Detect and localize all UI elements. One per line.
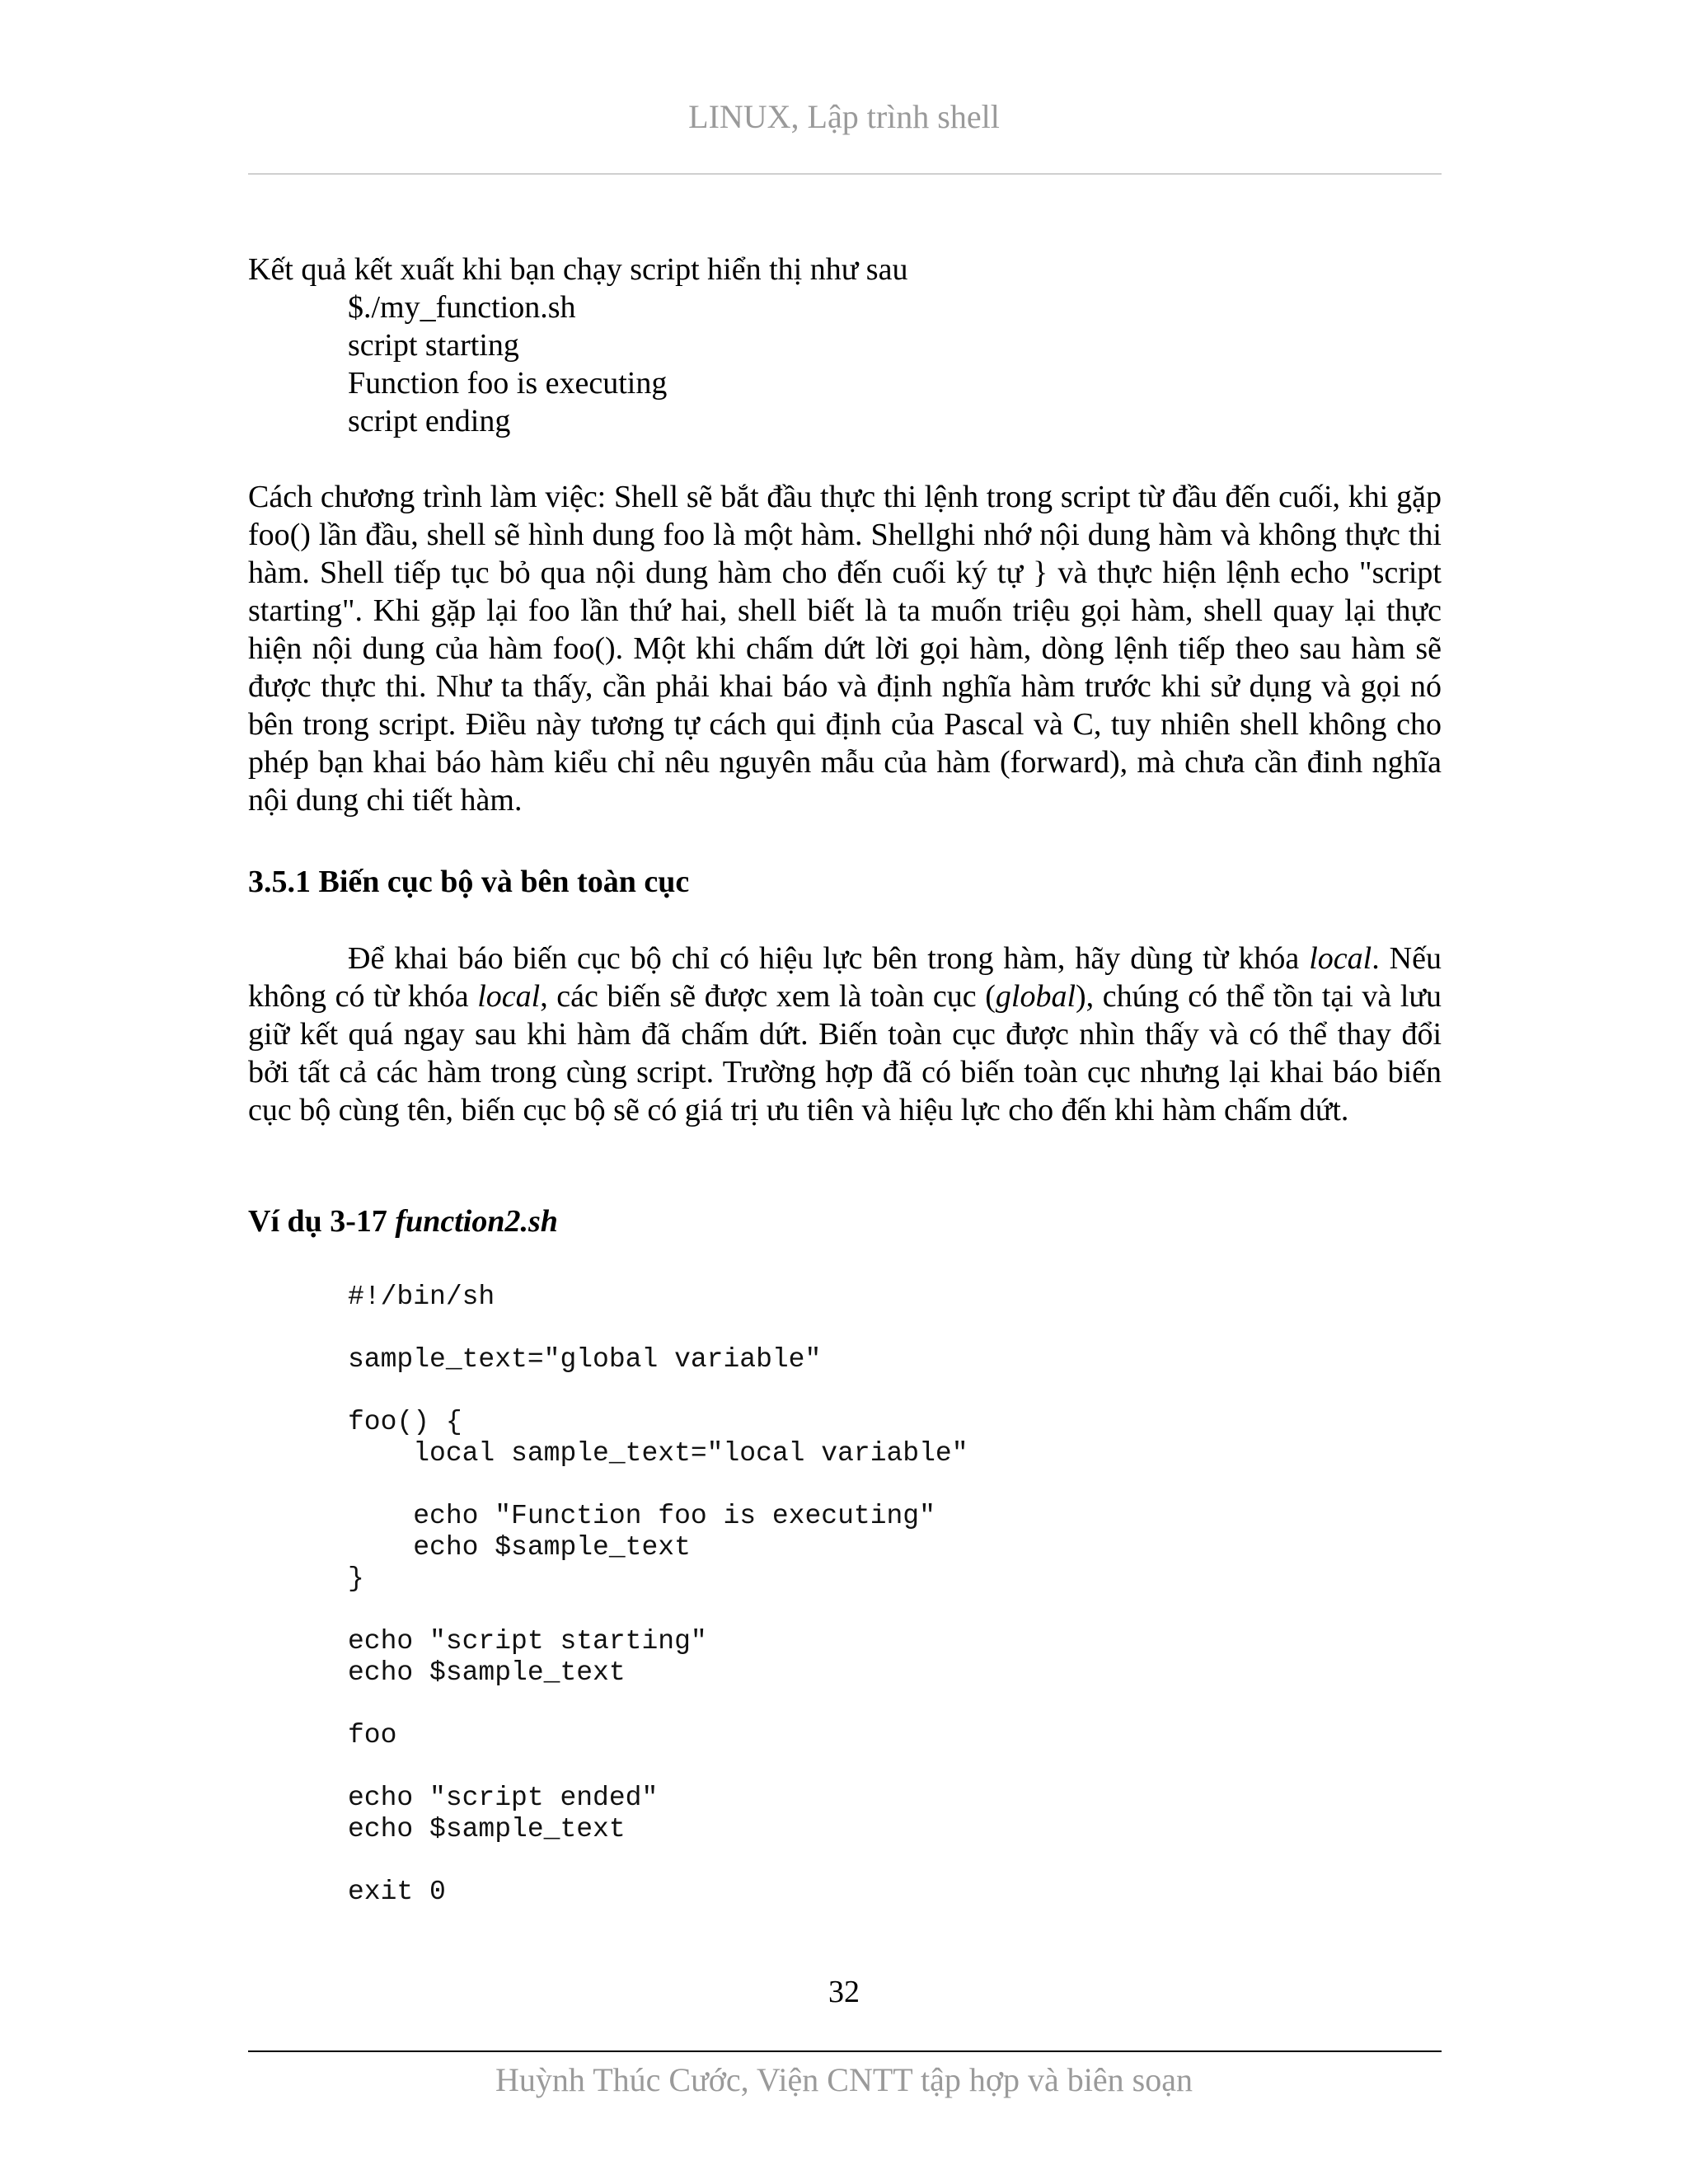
example-filename: function2.sh — [395, 1204, 558, 1239]
code-line: echo "script ended" — [348, 1783, 659, 1813]
keyword-local: local — [1309, 941, 1372, 976]
code-line: #!/bin/sh — [348, 1282, 495, 1312]
code-line: echo "script starting" — [348, 1626, 707, 1657]
code-line: echo $sample_text — [348, 1814, 626, 1844]
script-output-block — [348, 288, 667, 440]
header-divider — [248, 173, 1442, 175]
code-line: foo() { — [348, 1407, 462, 1437]
page-footer-text: Huỳnh Thúc Cước, Viện CNTT tập hợp và biên soạn — [495, 2061, 1193, 2098]
code-line: foo — [348, 1720, 397, 1750]
code-line — [348, 1376, 968, 1407]
output-line: script starting — [348, 328, 519, 363]
section-heading: 3.5.1 Biến cục bộ và bên toàn cục — [248, 865, 690, 899]
output-line: script ending — [348, 404, 511, 438]
example-heading — [248, 1203, 558, 1240]
code-block — [348, 1282, 968, 1908]
page-header-title: LINUX, Lập trình shell — [688, 98, 1000, 135]
intro-text: Kết quả kết xuất khi bạn chạy script hiển thị như sau — [248, 252, 908, 287]
code-line — [348, 1845, 968, 1877]
code-line — [348, 1689, 968, 1720]
code-line: echo $sample_text — [348, 1532, 691, 1563]
paragraph-text: ), chúng có thể tồn tại và lưu giữ kết quá ngay sau khi hàm đã chấm dứt. Biến toàn cục được nhìn thấy và có thể thay đổi bởi tất cả các hàm trong cùng script. Trường hợp đã có biến toàn cục nhưng lại khai báo biến cục bộ cùng tên, biến cục bộ sẽ có giá trị ưu tiên và hiệu lực cho đến khi hàm chấm dứt. — [248, 979, 1442, 1127]
code-line: local sample_text="local variable" — [348, 1438, 968, 1469]
paragraph-text: , các biến sẽ được xem là toàn cục ( — [540, 979, 996, 1014]
output-line: Function foo is executing — [348, 366, 668, 401]
example-label: Ví dụ 3-17 — [248, 1204, 396, 1239]
page-number: 32 — [828, 1975, 860, 2009]
code-line: echo $sample_text — [348, 1657, 626, 1688]
code-line: sample_text="global variable" — [348, 1344, 822, 1375]
footer-divider — [248, 2050, 1442, 2052]
keyword-local: local — [477, 979, 541, 1014]
code-line: } — [348, 1563, 364, 1594]
code-line: exit 0 — [348, 1877, 446, 1907]
explanation-paragraph: Cách chương trình làm việc: Shell sẽ bắt đầu thực thi lệnh trong script từ đầu đến cuối, khi gặp foo() lần đầu, shell sẽ hình dung foo là một hàm. Shellghi nhớ nội dung hàm và không thực thi hàm. Shell tiếp tục bỏ qua nội dung hàm cho đến cuối ký tự } và thực hiện lệnh echo "script starting". Khi gặp lại foo lần thứ hai, shell biết là ta muốn triệu gọi hàm, shell quay lại thực hiện nội dung của hàm foo(). Một khi chấm dứt lời gọi hàm, dòng lệnh tiếp theo sau hàm sẽ được thực thi. Như ta thấy, cần phải khai báo và định nghĩa hàm trước khi sử dụng và gọi nó bên trong script. Điều này tương tự cách qui định của Pascal và C, tuy nhiên shell không cho phép bạn khai báo hàm kiểu chỉ nêu nguyên mẫu của hàm (forward), mà chưa cần đinh nghĩa nội dung chi tiết hàm. — [248, 480, 1442, 818]
code-line — [348, 1751, 968, 1783]
keyword-global: global — [995, 979, 1076, 1014]
output-line: $./my_function.sh — [348, 290, 576, 325]
code-line — [348, 1469, 968, 1501]
code-line: echo "Function foo is executing" — [348, 1501, 935, 1531]
paragraph-text: Để khai báo biến cục bộ chỉ có hiệu lực bên trong hàm, hãy dùng từ khóa — [348, 941, 1310, 976]
local-variable-paragraph — [248, 940, 1442, 1129]
code-line — [348, 1595, 968, 1626]
code-line — [348, 1313, 968, 1344]
paragraph-text: . Nếu không có từ khóa — [248, 941, 1442, 1014]
